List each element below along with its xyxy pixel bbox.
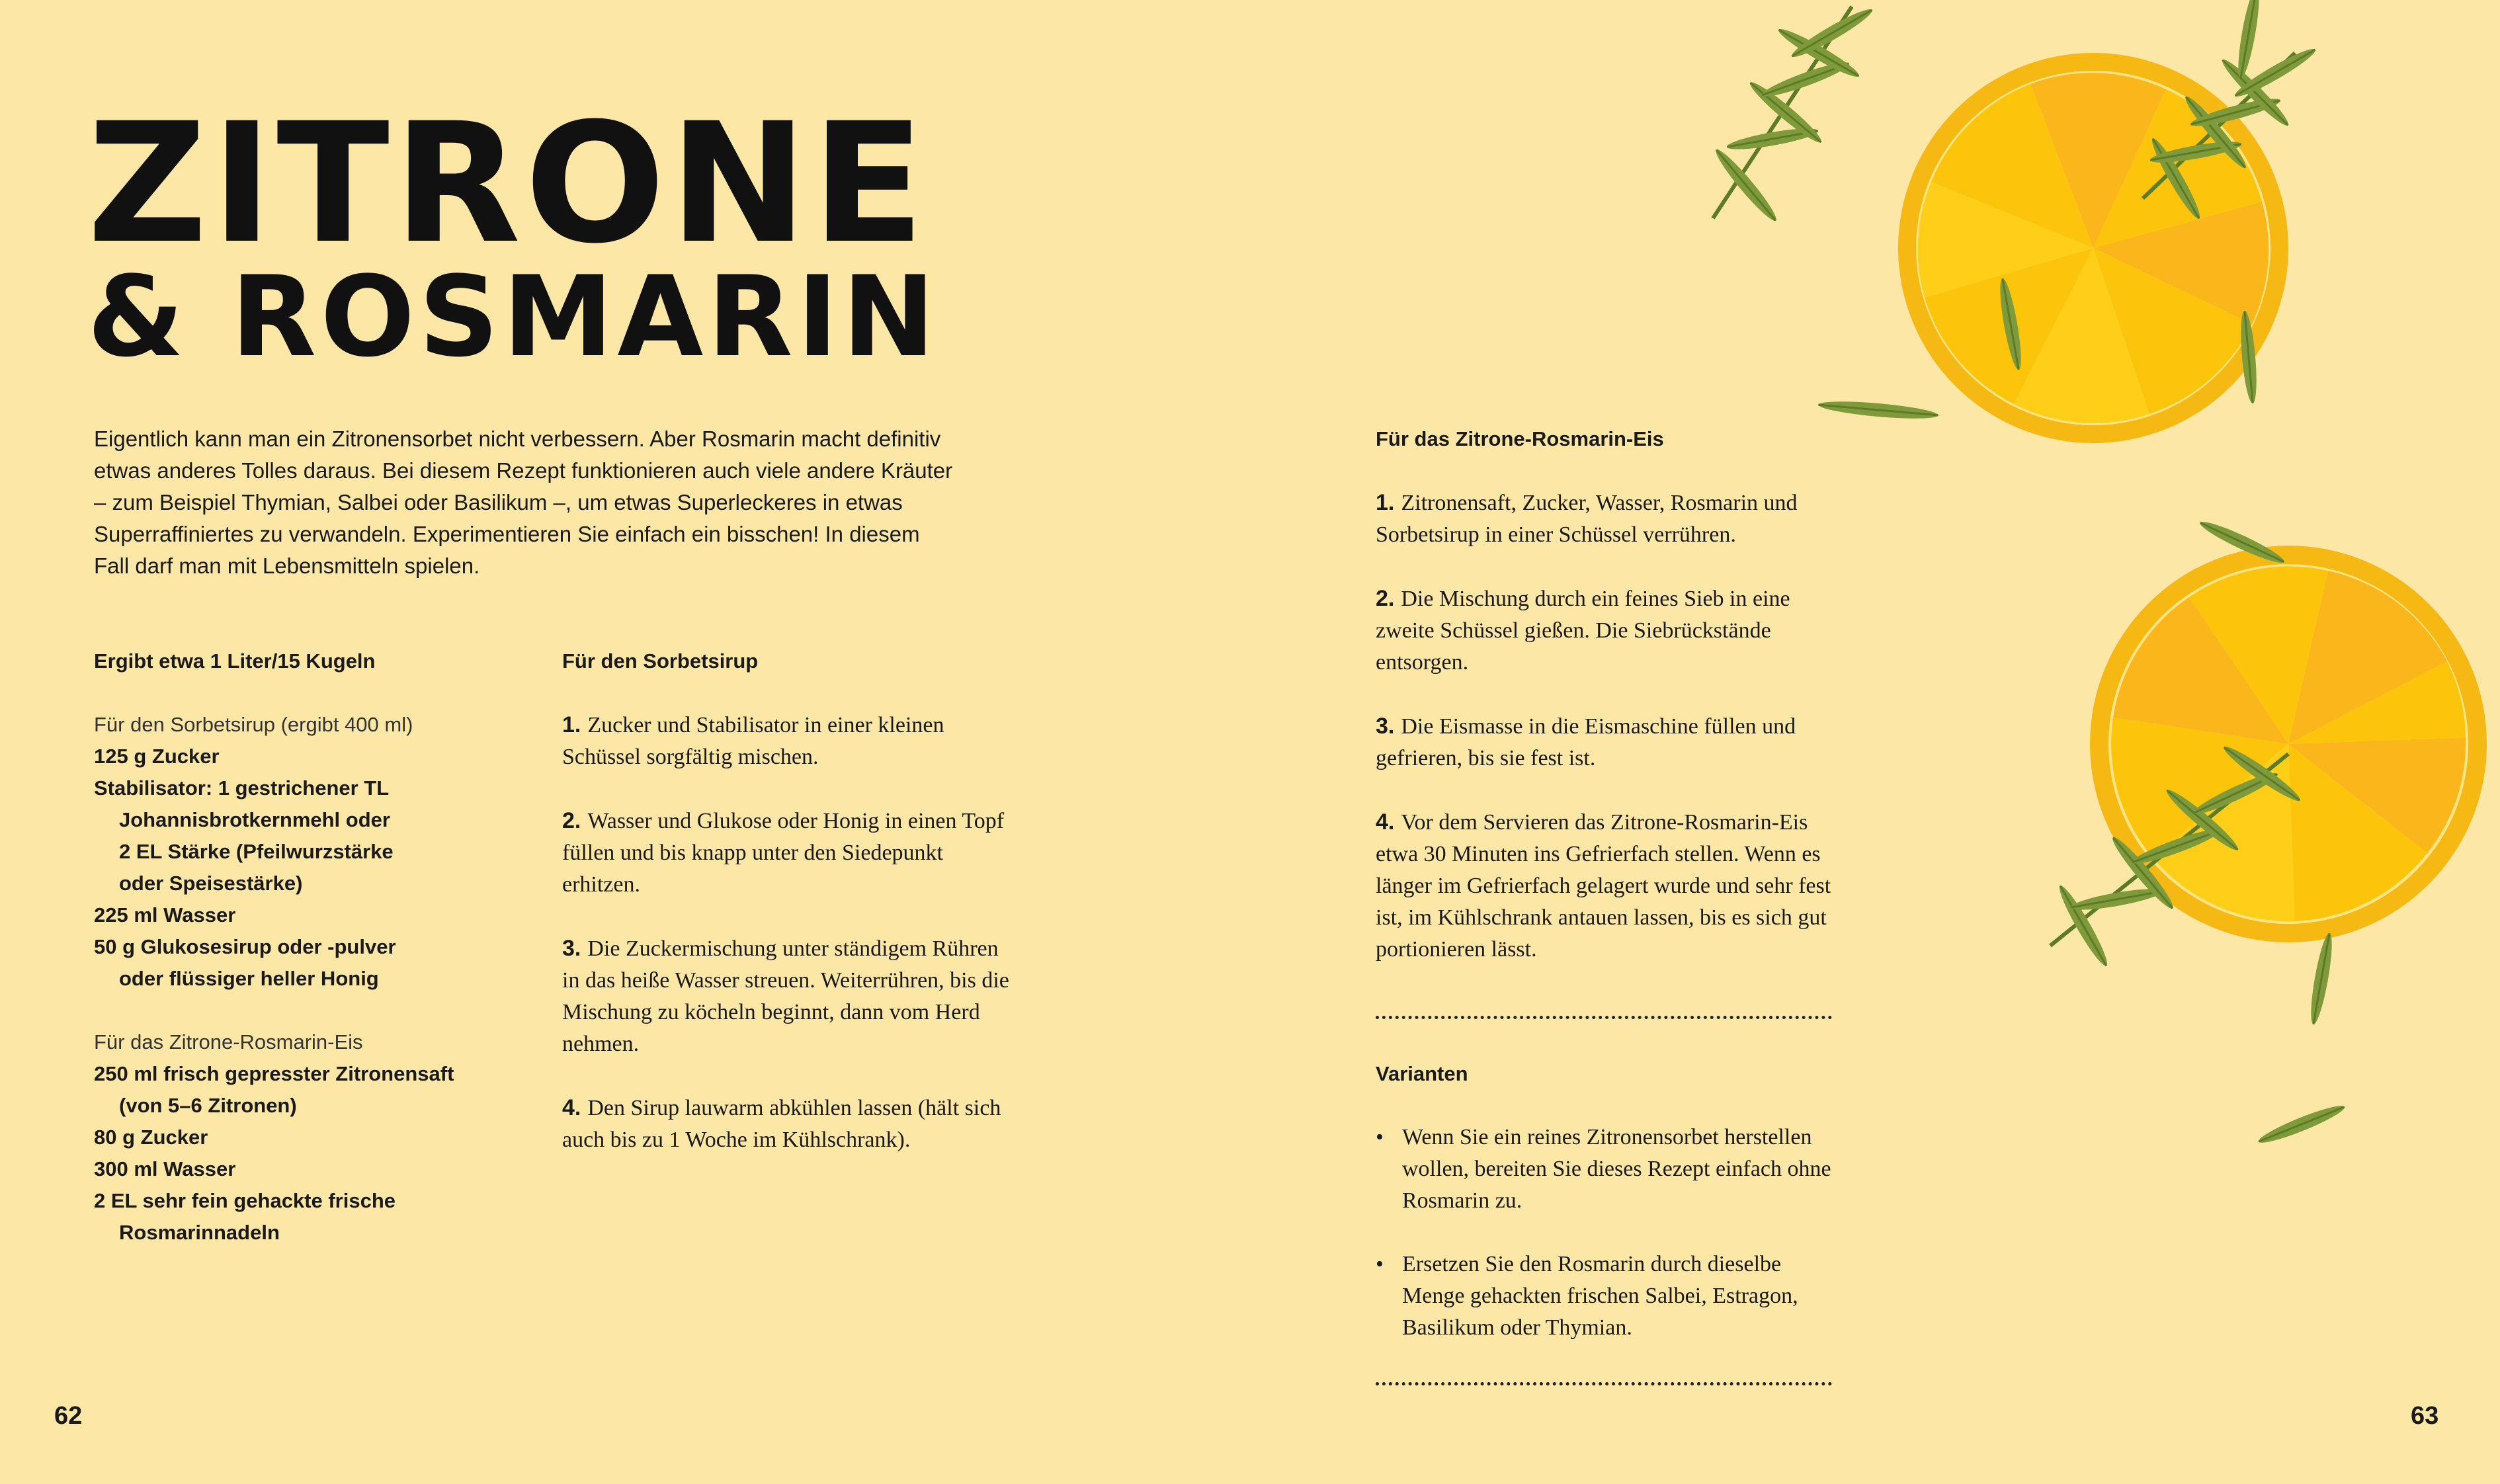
ingredients-list xyxy=(94,645,517,1249)
step-item xyxy=(1376,487,1839,551)
step-text: Zucker und Stabilisator in einer kleinen Schüssel sorgfältig mischen. xyxy=(562,713,944,769)
ice-steps-heading: Für das Zitrone-Rosmarin-Eis xyxy=(1376,427,1664,450)
step-text: Die Eismasse in die Eismaschine füllen und gefrieren, bis sie fest ist. xyxy=(1376,714,1796,770)
page-number-right: 63 xyxy=(2411,1402,2439,1430)
ingredient-line: 300 ml Wasser xyxy=(94,1157,236,1180)
ingredient-line: 225 ml Wasser xyxy=(94,903,236,927)
variant-item: • Wenn Sie ein reines Zitronensorbet herstellen wollen, bereiten Sie dieses Rezept einfach ohne Rosmarin zu. xyxy=(1376,1122,1839,1217)
ingredient-line: Rosmarinnadeln xyxy=(119,1221,280,1244)
rosemary-leaf xyxy=(1817,398,1938,422)
divider xyxy=(1376,1016,1832,1019)
step-item xyxy=(1376,806,1839,966)
ingredient-line: oder flüssiger heller Honig xyxy=(119,967,379,990)
recipe-title-line1: ZITRONE xyxy=(87,87,929,280)
step-number: 1. xyxy=(1376,490,1395,515)
step-item xyxy=(1376,583,1839,679)
step-text: Zitronensaft, Zucker, Wasser, Rosmarin und Sorbetsirup in einer Schüssel verrühren. xyxy=(1376,491,1798,547)
ingredient-line: Johannisbrotkernmehl oder xyxy=(119,808,390,831)
rosemary-leaf xyxy=(2307,932,2336,1025)
variant-item: • Ersetzen Sie den Rosmarin durch dieselbe Menge gehackten frischen Salbei, Estragon, Basilikum oder Thymian. xyxy=(1376,1249,1839,1344)
step-text: Vor dem Servieren das Zitrone-Rosmarin-Eis etwa 30 Minuten ins Gefrierfach stellen. Wenn es länger im Gefrierfach gelagert wurde und sehr fest ist, im Kühlschrank antauen lassen, bis es sich gut portionieren lässt. xyxy=(1376,810,1831,962)
rosemary-sprig-top xyxy=(1711,4,1875,225)
recipe-title-line2: & ROSMARIN xyxy=(87,252,939,382)
syrup-ingredients-heading: Für den Sorbetsirup (ergibt 400 ml) xyxy=(94,713,413,736)
step-item xyxy=(562,932,1012,1060)
ingredient-line: Stabilisator: 1 gestrichener TL xyxy=(94,776,390,800)
ice-ingredients-heading: Für das Zitrone-Rosmarin-Eis xyxy=(94,1030,363,1053)
variants-section xyxy=(1376,1058,1839,1376)
step-number: 3. xyxy=(1376,714,1395,739)
rosemary-leaf xyxy=(2234,0,2263,80)
ingredient-line: (von 5–6 Zitronen) xyxy=(119,1094,297,1117)
ingredient-line: 80 g Zucker xyxy=(94,1126,208,1149)
yield-heading: Ergibt etwa 1 Liter/15 Kugeln xyxy=(94,649,376,673)
step-number: 2. xyxy=(1376,586,1395,611)
divider xyxy=(1376,1382,1832,1385)
step-number: 4. xyxy=(1376,809,1395,835)
step-number: 1. xyxy=(562,712,581,737)
rosemary-leaf xyxy=(2256,1101,2347,1148)
ingredient-line: 250 ml frisch gepresster Zitronensaft xyxy=(94,1062,454,1085)
ingredient-line: 2 EL sehr fein gehackte frische xyxy=(94,1189,396,1212)
step-number: 3. xyxy=(562,936,581,961)
step-text: Den Sirup lauwarm abkühlen lassen (hält sich auch bis zu 1 Woche im Kühlschrank). xyxy=(562,1096,1001,1152)
ice-steps xyxy=(1376,423,1839,997)
ingredient-line: 2 EL Stärke (Pfeilwurzstärke xyxy=(119,840,394,863)
step-number: 4. xyxy=(562,1095,581,1120)
step-text: Wasser und Glukose oder Honig in einen Topf füllen und bis knapp unter den Siedepunkt erhitzen. xyxy=(562,809,1005,897)
syrup-steps xyxy=(562,645,1012,1188)
syrup-steps-heading: Für den Sorbetsirup xyxy=(562,649,759,673)
step-item xyxy=(1376,710,1839,774)
step-item xyxy=(562,709,1012,773)
step-text: Die Zuckermischung unter ständigem Rühren in das heiße Wasser streuen. Weiterrühren, bis die Mischung zu köcheln beginnt, dann vom Herd nehmen. xyxy=(562,936,1009,1056)
step-item xyxy=(562,1092,1012,1156)
ingredient-line: oder Speisestärke) xyxy=(119,872,303,895)
variants-heading: Varianten xyxy=(1376,1062,1468,1085)
ingredient-line: 125 g Zucker xyxy=(94,745,220,768)
step-number: 2. xyxy=(562,808,581,833)
ingredient-line: 50 g Glukosesirup oder -pulver xyxy=(94,935,396,958)
step-item xyxy=(562,805,1012,901)
page-number-left: 62 xyxy=(54,1402,83,1430)
intro-paragraph: Eigentlich kann man ein Zitronensorbet nicht verbessern. Aber Rosmarin macht definitiv etwas anderes Tolles daraus. Bei diesem Rezept funktionieren auch viele andere Kräuter – zum Beispiel Thymian, Salbei oder Basilikum –, um etwas Superleckeres in etwas Superraffiniertes zu verwandeln. Experimentieren Sie einfach ein bisschen! In diesem Fall darf man mit Lebensmitteln spielen. xyxy=(94,427,953,578)
step-text: Die Mischung durch ein feines Sieb in eine zweite Schüssel gießen. Die Siebrückstände entsorgen. xyxy=(1376,587,1790,675)
variants-list xyxy=(1376,1122,1839,1344)
